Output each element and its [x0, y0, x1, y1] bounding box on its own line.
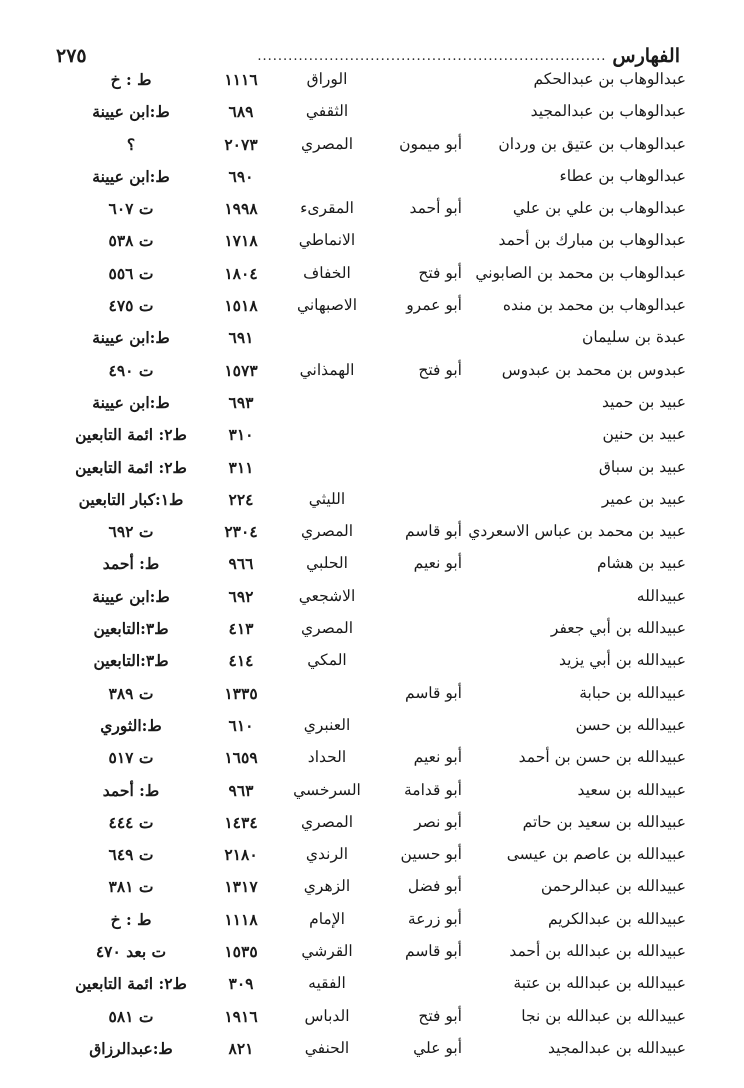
entry-name: عبيدالله بن عاصم بن عيسى — [506, 845, 686, 864]
entry-number: ٤١٣ — [228, 619, 254, 639]
entry-name: عبيدالله بن حبابة — [579, 683, 686, 702]
entry-number: ١٣١٧ — [224, 877, 258, 897]
entry-nisba: الدباس — [304, 1006, 350, 1025]
entry-kunya: أبو قدامة — [403, 780, 462, 799]
index-entry — [70, 742, 686, 774]
entry-note: ط: أحمد — [102, 780, 160, 800]
entry-name: عبدالوهاب بن محمد بن الصابوني — [475, 263, 686, 282]
entry-number: ٦٨٩ — [228, 102, 254, 122]
entry-name: عبدوس بن محمد بن عبدوس — [501, 360, 686, 379]
index-entry — [70, 710, 686, 742]
entry-nisba: الليثي — [308, 489, 346, 508]
index-entry — [70, 1001, 686, 1033]
entry-nisba: المصري — [300, 812, 354, 831]
entry-number: ٢٢٤ — [228, 489, 254, 509]
index-entry — [70, 484, 686, 516]
entry-kunya: أبو علي — [413, 1038, 462, 1057]
entry-kunya: أبو نصر — [414, 812, 462, 831]
index-entry — [70, 387, 686, 419]
index-entry — [70, 193, 686, 225]
entry-note: ط : خ — [110, 70, 152, 89]
entry-nisba: المكي — [307, 651, 347, 670]
entry-note: ت ٤٤٤ — [108, 812, 154, 832]
entry-kunya: أبو فضل — [407, 877, 462, 896]
index-entry — [70, 968, 686, 1000]
entry-note: ت بعد ٤٧٠ — [95, 942, 167, 962]
entry-name: عبيدالله بن أبي جعفر — [550, 619, 686, 638]
entry-name: عبدالوهاب بن عبدالحكم — [533, 70, 686, 88]
entry-nisba: الخفاف — [303, 263, 351, 282]
index-entry — [70, 225, 686, 257]
entry-nisba: الرندي — [305, 845, 349, 864]
entry-note: ط٢: ائمة التابعين — [75, 457, 187, 477]
entry-nisba: الثقفي — [305, 102, 349, 121]
page-number: ٢٧٥ — [56, 45, 87, 67]
entry-kunya: أبو زرعة — [407, 909, 462, 928]
index-entry — [70, 807, 686, 839]
index-entry — [70, 936, 686, 968]
entry-kunya: أبو حسين — [400, 845, 462, 864]
entry-note: ط:ابن عيينة — [92, 586, 170, 606]
entry-note: ط:الثوري — [100, 715, 162, 735]
entry-name: عبدالوهاب بن عتيق بن وردان — [498, 134, 686, 153]
entry-name: عبيدالله — [636, 586, 686, 605]
entry-name: عبيدالله بن عبدالمجيد — [547, 1038, 686, 1057]
index-entry — [70, 64, 686, 96]
entry-note: ط:عبدالرزاق — [89, 1038, 173, 1058]
index-entry — [70, 839, 686, 871]
entry-number: ١١١٦ — [224, 70, 258, 89]
entry-note: ت ٥٣٨ — [108, 231, 154, 251]
entry-kunya: أبو فتح — [418, 263, 462, 282]
entry-number: ٢٣٠٤ — [224, 522, 258, 542]
entry-note: ت ٥٨١ — [108, 1006, 154, 1026]
index-entry — [70, 96, 686, 128]
entry-note: ت ٥١٧ — [108, 748, 154, 768]
entry-name: عبدالوهاب بن عطاء — [559, 166, 686, 185]
index-entry — [70, 645, 686, 677]
entry-name: عبيدالله بن حسن — [575, 715, 686, 734]
index-entry — [70, 516, 686, 548]
entry-name: عبيدالله بن عبدالرحمن — [540, 877, 686, 896]
entry-kunya: أبو نعيم — [413, 554, 462, 573]
entry-kunya: أبو أحمد — [409, 199, 462, 218]
entry-number: ٨٢١ — [228, 1038, 254, 1058]
entry-note: ط:ابن عيينة — [92, 392, 170, 412]
entry-note: ت ٣٨١ — [108, 877, 154, 897]
entry-kunya: أبو قاسم — [405, 942, 462, 961]
entry-name: عبيد بن محمد بن عباس الاسعردي — [468, 522, 686, 541]
entry-number: ١٤٣٤ — [224, 812, 258, 832]
entry-nisba: الزهري — [303, 877, 351, 896]
entry-note: ؟ — [126, 134, 136, 154]
entry-name: عبيدالله بن سعيد — [577, 780, 686, 799]
index-entry — [70, 678, 686, 710]
entry-name: عبيد بن حميد — [601, 392, 686, 411]
index-entry — [70, 548, 686, 580]
entry-name: عبيدالله بن حسن بن أحمد — [518, 748, 686, 767]
entry-name: عبيد بن عمير — [601, 489, 686, 508]
index-entry — [70, 904, 686, 936]
entry-kunya: أبو نعيم — [413, 748, 462, 767]
index-entry — [70, 322, 686, 354]
leader-dots: .................................................................... — [257, 48, 607, 64]
entry-number: ١٦٥٩ — [224, 748, 258, 768]
entry-note: ط:ابن عيينة — [92, 166, 170, 186]
entry-note: ت ٣٨٩ — [108, 683, 154, 703]
entry-name: عبيدالله بن عبدالله بن أحمد — [509, 942, 686, 961]
entry-kunya: أبو قاسم — [405, 683, 462, 702]
entry-note: ط:ابن عيينة — [92, 328, 170, 348]
index-entry — [70, 775, 686, 807]
entry-name: عبيد بن حنين — [602, 425, 686, 444]
entry-name: عبيدالله بن عبدالله بن نجا — [521, 1006, 686, 1025]
entry-number: ٢١٨٠ — [224, 845, 258, 865]
index-entry — [70, 613, 686, 645]
entry-number: ٩٦٣ — [228, 780, 254, 800]
entry-nisba: الإمام — [309, 909, 345, 928]
entry-number: ٦٩٣ — [228, 392, 254, 412]
entry-number: ٤١٤ — [228, 651, 254, 671]
entry-number: ٦٩٠ — [228, 166, 254, 186]
entry-nisba: الاشجعي — [298, 586, 356, 605]
entry-nisba: السرخسي — [293, 780, 361, 799]
entry-nisba: المقرىء — [300, 199, 354, 218]
entry-nisba: العنبري — [303, 715, 351, 734]
index-entry — [70, 1033, 686, 1065]
entry-note: ط: أحمد — [102, 554, 160, 574]
index-entry — [70, 258, 686, 290]
entry-note: ط٣:التابعين — [93, 651, 169, 671]
entry-kunya: أبو ميمون — [399, 134, 462, 153]
section-title: الفهارس — [612, 45, 680, 67]
entry-kunya: أبو عمرو — [406, 296, 462, 315]
entry-kunya: أبو قاسم — [405, 522, 462, 541]
entry-number: ٣١٠ — [228, 425, 254, 445]
index-entry — [70, 129, 686, 161]
entry-name: عبيد بن هشام — [596, 554, 686, 573]
entry-note: ط:ابن عيينة — [92, 102, 170, 122]
entry-note: ت ٦٠٧ — [108, 199, 154, 219]
entry-nisba: المصري — [300, 134, 354, 153]
entry-kunya: أبو فتح — [418, 1006, 462, 1025]
entry-name: عبيدالله بن عبدالكريم — [547, 909, 686, 928]
entry-note: ت ٦٩٢ — [108, 522, 154, 542]
entry-name: عبدالوهاب بن مبارك بن أحمد — [498, 231, 686, 250]
entry-number: ٦٩١ — [228, 328, 254, 348]
entry-name: عبدالوهاب بن عبدالمجيد — [530, 102, 686, 121]
entry-note: ت ٤٧٥ — [108, 296, 154, 316]
entry-nisba: الحنفي — [304, 1038, 350, 1057]
entry-name: عبيدالله بن أبي يزيد — [559, 651, 686, 670]
entry-number: ٦٩٢ — [228, 586, 254, 606]
entry-note: ت ٥٥٦ — [108, 263, 154, 283]
entry-number: ١٥١٨ — [224, 296, 258, 316]
entry-number: ١٥٣٥ — [224, 942, 258, 962]
entry-nisba: الحلبي — [306, 554, 348, 573]
entry-number: ٣١١ — [228, 457, 254, 477]
entry-note: ط١:كبار التابعين — [78, 489, 184, 509]
entry-note: ت ٤٩٠ — [108, 360, 154, 380]
entry-nisba: الفقيه — [308, 974, 346, 993]
entry-note: ط٢: ائمة التابعين — [75, 425, 187, 445]
index-entry — [70, 419, 686, 451]
entry-nisba: الاصبهاني — [296, 296, 358, 315]
entry-number: ٩٦٦ — [228, 554, 254, 574]
index-entry — [70, 290, 686, 322]
entry-note: ط : خ — [110, 909, 152, 929]
entry-number: ٢٠٧٣ — [224, 134, 258, 154]
entry-nisba: القرشي — [301, 942, 353, 961]
entry-name: عبيدالله بن عبدالله بن عتبة — [513, 974, 686, 993]
index-entry — [70, 871, 686, 903]
index-entry — [70, 355, 686, 387]
entry-number: ١٩٩٨ — [224, 199, 258, 219]
entry-name: عبيدالله بن سعيد بن حاتم — [522, 812, 686, 831]
entry-note: ت ٦٤٩ — [108, 845, 154, 865]
entry-nisba: المصري — [300, 522, 354, 541]
entry-note: ط٢: ائمة التابعين — [75, 974, 187, 994]
entry-number: ٣٠٩ — [228, 974, 254, 994]
entry-name: عبدة بن سليمان — [581, 328, 686, 347]
entry-note: ط٣:التابعين — [93, 619, 169, 639]
entry-number: ١٨٠٤ — [224, 263, 258, 283]
entry-nisba: المصري — [300, 619, 354, 638]
entry-name: عبدالوهاب بن محمد بن منده — [502, 296, 686, 315]
entry-number: ١١١٨ — [224, 909, 258, 929]
entry-name: عبدالوهاب بن علي بن علي — [512, 199, 686, 218]
index-entry — [70, 161, 686, 193]
entry-nisba: الوراق — [306, 70, 348, 88]
entry-number: ١٥٧٣ — [224, 360, 258, 380]
entry-number: ٦١٠ — [228, 715, 254, 735]
index-entry — [70, 581, 686, 613]
entry-number: ١٩١٦ — [224, 1006, 258, 1026]
index-list — [70, 64, 686, 1065]
entry-nisba: الانماطي — [298, 231, 356, 250]
entry-number: ١٣٣٥ — [224, 683, 258, 703]
entry-nisba: الهمذاني — [299, 360, 355, 379]
entry-nisba: الحداد — [307, 748, 347, 767]
entry-kunya: أبو فتح — [418, 360, 462, 379]
entry-number: ١٧١٨ — [224, 231, 258, 251]
index-entry — [70, 452, 686, 484]
entry-name: عبيد بن سباق — [598, 457, 686, 476]
